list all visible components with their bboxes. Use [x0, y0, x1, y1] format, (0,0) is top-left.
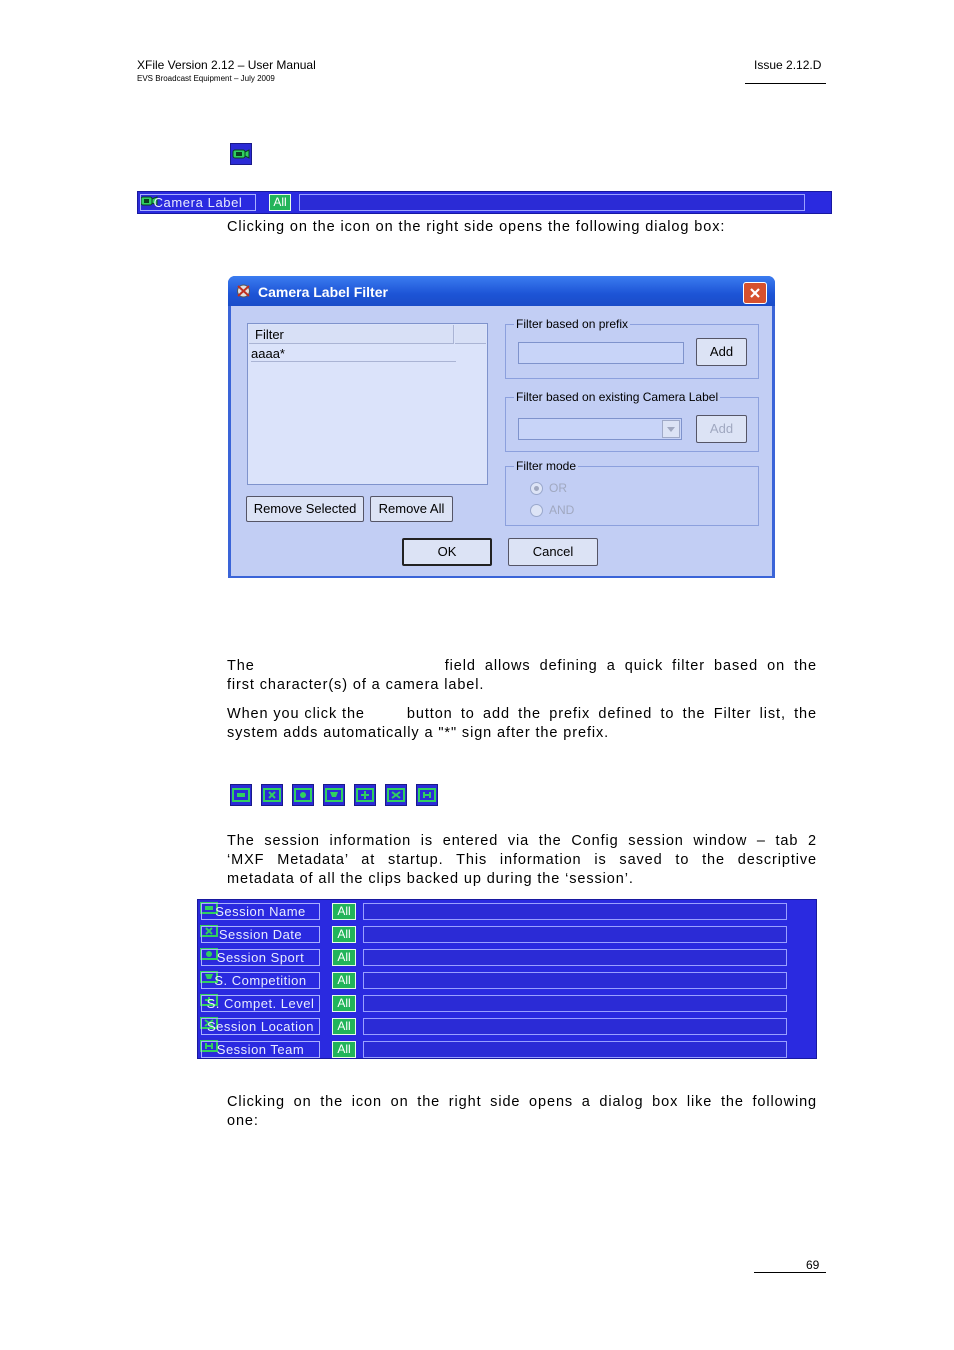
competition-button[interactable]: S. Competition [201, 972, 320, 989]
cancel-button[interactable]: Cancel [508, 538, 598, 566]
radio-dot [530, 504, 543, 517]
mode-and-radio[interactable] [530, 503, 574, 517]
session-date-field[interactable] [363, 926, 787, 943]
session-date-button[interactable]: Session Date [201, 926, 320, 943]
session-name-all-button[interactable]: All [332, 903, 356, 920]
session-paragraph [227, 832, 817, 889]
competition-all-button[interactable]: All [332, 972, 356, 989]
mode-or-radio[interactable] [530, 481, 567, 495]
competition-level-field[interactable] [363, 995, 787, 1012]
add-paragraph [227, 705, 817, 743]
remove-selected-button[interactable]: Remove Selected [246, 496, 364, 522]
camera-filter-icon [230, 143, 252, 165]
dialog-body [231, 306, 772, 576]
session-team-field[interactable] [363, 1041, 787, 1058]
add-button[interactable]: Add [696, 338, 747, 366]
session-metadata-panel [197, 899, 817, 1059]
camera-all-button[interactable]: All [269, 194, 291, 211]
filter-mode-group [505, 459, 759, 526]
session-row [198, 969, 816, 992]
para1-rest: field allows defining a quick filter based on the [444, 658, 817, 674]
camera-label-field[interactable] [299, 194, 805, 211]
camera-label-select[interactable] [518, 418, 682, 440]
session-sport-icon [292, 784, 314, 806]
session-row [198, 1015, 816, 1038]
footer-rule [754, 1272, 826, 1273]
session-row [198, 992, 816, 1015]
existing-group-title: Filter based on existing Camera Label [516, 390, 719, 404]
camera-label-bar [137, 191, 832, 214]
session-row [198, 900, 816, 923]
session-sport-field[interactable] [363, 949, 787, 966]
location-icon [385, 784, 407, 806]
session-team-button[interactable]: Session Team [201, 1041, 320, 1058]
camera-label-filter-dialog [228, 276, 775, 578]
prefix-paragraph [227, 657, 817, 695]
closing-paragraph [227, 1093, 817, 1131]
session-row [198, 1038, 816, 1061]
intro-text: Clicking on the icon on the right side opens the following dialog box: [227, 219, 726, 235]
mode-and-label: AND [549, 503, 575, 517]
ok-button[interactable]: OK [402, 538, 492, 566]
session-date-icon [261, 784, 283, 806]
para3-line1: The session information is entered via the Config session window – tab 2 [227, 833, 817, 849]
header-rule [745, 83, 826, 84]
para1-line2: first character(s) of a camera label. [227, 677, 485, 693]
team-icon [416, 784, 438, 806]
competition-field[interactable] [363, 972, 787, 989]
para2-start: When you click the [227, 706, 365, 722]
session-name-icon [230, 784, 252, 806]
text2-line1: Clicking on the icon on the right side opens a dialog box like the following [227, 1094, 817, 1110]
session-row [198, 923, 816, 946]
dialog-title: Camera Label Filter [258, 284, 388, 300]
session-name-button[interactable]: Session Name [201, 903, 320, 920]
remove-all-button[interactable]: Remove All [370, 496, 453, 522]
doc-issue: Issue 2.12.D [754, 58, 822, 72]
radio-dot [530, 482, 543, 495]
filter-column-header-empty [455, 325, 486, 344]
camera-label-button[interactable]: Camera Label [140, 194, 256, 211]
chevron-down-icon[interactable] [662, 420, 680, 438]
session-icon-row [230, 784, 438, 806]
para1-start: The [227, 658, 255, 674]
session-sport-all-button[interactable]: All [332, 949, 356, 966]
session-team-all-button[interactable]: All [332, 1041, 356, 1058]
doc-subtitle: EVS Broadcast Equipment – July 2009 [137, 74, 275, 83]
session-location-field[interactable] [363, 1018, 787, 1035]
competition-icon [323, 784, 345, 806]
existing-label-group [505, 390, 759, 452]
competition-level-button[interactable]: S. Compet. Level [201, 995, 320, 1012]
prefix-input[interactable] [518, 342, 684, 364]
prefix-group [505, 317, 759, 379]
mode-or-label: OR [549, 481, 567, 495]
add-existing-button[interactable]: Add [696, 415, 747, 443]
text2-line2: one: [227, 1113, 259, 1129]
para3-line2: ‘MXF Metadata’ at startup. This information is saved to the descriptive [227, 852, 817, 868]
competition-level-icon [354, 784, 376, 806]
prefix-group-title: Filter based on prefix [516, 317, 629, 331]
para3-line3: metadata of all the clips backed up during the ‘session’. [227, 871, 634, 887]
session-row [198, 946, 816, 969]
page-number: 69 [806, 1258, 820, 1272]
session-sport-button[interactable]: Session Sport [201, 949, 320, 966]
session-location-button[interactable]: Session Location [201, 1018, 320, 1035]
close-icon[interactable] [743, 282, 767, 304]
session-date-all-button[interactable]: All [332, 926, 356, 943]
list-item[interactable]: aaaa* [251, 346, 456, 362]
filter-mode-title: Filter mode [516, 459, 577, 473]
doc-title: XFile Version 2.12 – User Manual [137, 58, 316, 72]
para2-rest: button to add the prefix defined to the Filter list, the [406, 706, 817, 722]
para2-line2: system adds automatically a "*" sign after the prefix. [227, 725, 610, 741]
session-location-all-button[interactable]: All [332, 1018, 356, 1035]
app-icon [235, 283, 252, 299]
filter-list[interactable] [247, 323, 488, 485]
session-name-field[interactable] [363, 903, 787, 920]
dialog-titlebar [228, 276, 775, 306]
filter-column-header: Filter [249, 325, 454, 344]
competition-level-all-button[interactable]: All [332, 995, 356, 1012]
